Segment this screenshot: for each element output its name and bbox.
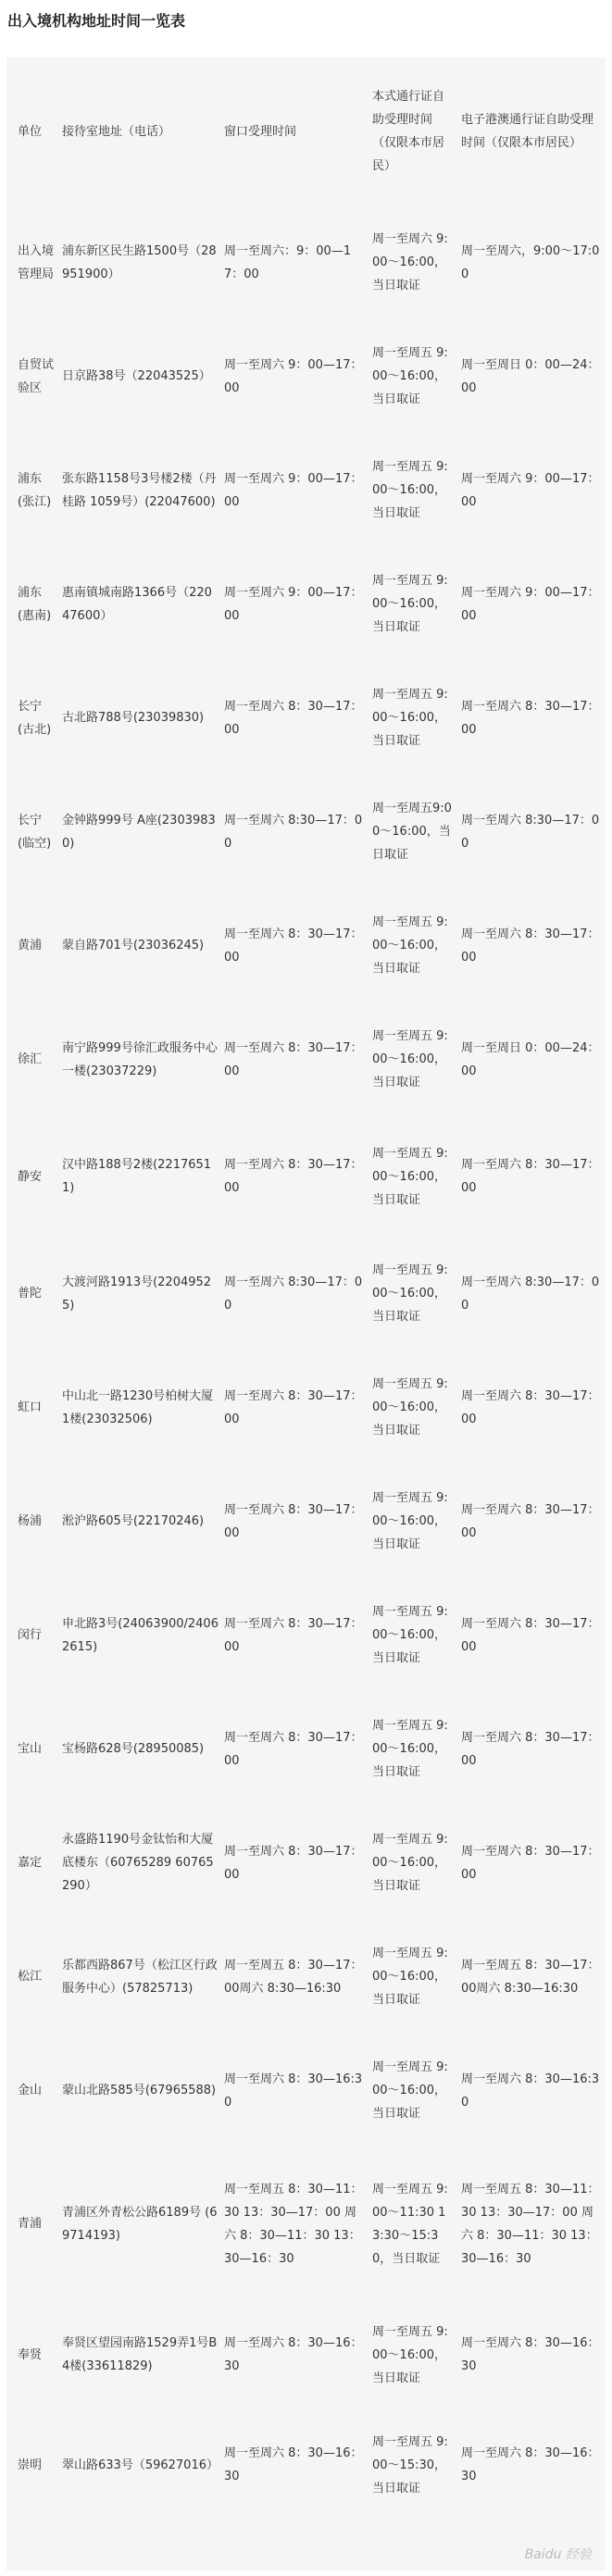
- cell-unit: 松江: [18, 1970, 43, 1984]
- cell-booklet-hours: 周一至周六 9:00～16:00，当日取证: [372, 232, 448, 292]
- cell-address: 南宁路999号徐汇政服务中心一楼(23037229): [62, 1040, 218, 1078]
- cell-unit: 青浦: [18, 2217, 43, 2231]
- header-unit: 单位: [18, 124, 43, 139]
- table-row: [18, 889, 606, 1002]
- cell-unit: 虹口: [18, 1400, 43, 1414]
- table-row: [18, 1806, 606, 1920]
- cell-booklet-hours: 周一至周五 9:00～16:00，当日取证: [372, 1029, 448, 1089]
- cell-window-hours: 周一至周六 9：00—17：00: [224, 585, 363, 623]
- cell-window-hours: 周一至周六 8:30—17：00: [224, 1275, 363, 1313]
- cell-electronic-hours: 周一至周六 8：30—16：30: [461, 2336, 600, 2373]
- cell-address: 宝杨路628号(28950085): [62, 1742, 205, 1756]
- cell-unit: 浦东(张江): [18, 471, 52, 509]
- cell-booklet-hours: 周一至周五 9:00～16:00，当日取证: [372, 1719, 448, 1779]
- cell-unit: 浦东(惠南): [18, 585, 52, 623]
- cell-electronic-hours: 周一至周六 8：30—17：00: [461, 1158, 600, 1195]
- cell-address: 汉中路188号2楼(22176511): [62, 1158, 212, 1195]
- cell-window-hours: 周一至周六 8：30—16：30: [224, 2446, 363, 2483]
- cell-unit: 出入境管理局: [18, 243, 55, 281]
- cell-address: 青浦区外青松公路6189号 (69714193): [62, 2205, 218, 2243]
- cell-address: 淞沪路605号(22170246): [62, 1514, 205, 1528]
- cell-window-hours: 周一至周六 8：30—16：30: [224, 2336, 363, 2373]
- cell-electronic-hours: 周一至周六 9：00—17：00: [461, 585, 600, 623]
- table-row: [18, 1350, 606, 1464]
- cell-booklet-hours: 周一至周五 9:00～16:00，当日取证: [372, 1263, 448, 1324]
- table-row: [18, 1002, 606, 1116]
- cell-unit: 宝山: [18, 1742, 43, 1756]
- cell-electronic-hours: 周一至周六 8：30—17：00: [461, 1730, 600, 1768]
- cell-window-hours: 周一至周五 8：30—17：00周六 8:30—16:30: [224, 1958, 363, 1996]
- cell-address: 日京路38号（22043525）: [62, 369, 211, 383]
- cell-electronic-hours: 周一至周日 0：00—24：00: [461, 357, 600, 395]
- cell-electronic-hours: 周一至周六 8:30—17：00: [461, 813, 600, 851]
- header-booklet-self-service: 本式通行证自助受理时间（仅限本市居民）: [372, 90, 445, 173]
- cell-window-hours: 周一至周六 8：30—17：00: [224, 1388, 363, 1426]
- cell-address: 金钟路999号 A座(23039830): [62, 813, 216, 851]
- cell-unit: 金山: [18, 2084, 43, 2097]
- baidu-watermark: Baidu 经验: [524, 2547, 592, 2562]
- cell-address: 蒙山北路585号(67965588): [62, 2084, 217, 2097]
- cell-window-hours: 周一至周六 8：30—17：00: [224, 1040, 363, 1078]
- cell-booklet-hours: 周一至周五 9:00～16:00，当日取证: [372, 2324, 448, 2385]
- cell-electronic-hours: 周一至周六 9：00—17：00: [461, 471, 600, 509]
- cell-electronic-hours: 周一至周五 8：30—11：30 13：30—17：00 周六 8：30—11：30 13：30—16：30: [461, 2182, 600, 2266]
- cell-booklet-hours: 周一至周五 9:00～16:00，当日取证: [372, 460, 448, 520]
- page-title: 出入境机构地址时间一览表: [7, 12, 186, 30]
- header-electronic-self-service: 电子港澳通行证自助受理时间（仅限本市居民）: [461, 113, 594, 150]
- cell-unit: 崇明: [18, 2458, 43, 2472]
- cell-electronic-hours: 周一至周六 8：30—17：00: [461, 1502, 600, 1540]
- cell-window-hours: 周一至周六 8：30—17：00: [224, 927, 363, 964]
- cell-booklet-hours: 周一至周五 9:00～16:00，当日取证: [372, 2060, 448, 2121]
- header-address: 接待室地址（电话）: [62, 124, 171, 139]
- cell-unit: 静安: [18, 1169, 43, 1184]
- cell-electronic-hours: 周一至周六，9:00～17:00: [461, 243, 600, 281]
- cell-address: 古北路788号(23039830): [62, 711, 205, 725]
- cell-booklet-hours: 周一至周五 9:00～16:00，当日取证: [372, 574, 448, 634]
- cell-unit: 长宁(古北): [18, 699, 52, 737]
- cell-window-hours: 周一至周六 8：30—17：00: [224, 1730, 363, 1768]
- table-row: [18, 2409, 606, 2520]
- table-row: [18, 2147, 606, 2300]
- cell-unit: 杨浦: [18, 1514, 43, 1528]
- cell-address: 翠山路633号（59627016）: [62, 2458, 219, 2472]
- table-row: [18, 661, 606, 775]
- table-panel: [6, 57, 606, 2570]
- cell-window-hours: 周一至周六：9：00—17：00: [224, 243, 352, 281]
- cell-electronic-hours: 周一至周六 8：30—17：00: [461, 927, 600, 964]
- table-row: [18, 2034, 606, 2147]
- cell-booklet-hours: 周一至周五 9:00～16:00，当日取证: [372, 1833, 448, 1893]
- header-row: [18, 57, 606, 205]
- cell-electronic-hours: 周一至周六 8:30—17：00: [461, 1275, 600, 1313]
- office-table: [18, 57, 606, 2520]
- cell-booklet-hours: 周一至周五 9:00～16:00，当日取证: [372, 1605, 448, 1665]
- cell-electronic-hours: 周一至周日 0：00—24：00: [461, 1040, 600, 1078]
- cell-address: 浦东新区民生路1500号（28951900）: [62, 243, 217, 281]
- cell-window-hours: 周一至周六 8：30—17：00: [224, 699, 363, 737]
- cell-address: 奉贤区望园南路1529弄1号B4楼(33611829): [62, 2336, 218, 2373]
- cell-window-hours: 周一至周六 9：00—17：00: [224, 357, 363, 395]
- cell-electronic-hours: 周一至周六 8：30—16:30: [461, 2072, 600, 2109]
- cell-booklet-hours: 周一至周五 9:00～16:00，当日取证: [372, 1947, 448, 2007]
- cell-address: 张东路1158号3号楼2楼（丹桂路 1059号）(22047600): [62, 471, 217, 509]
- cell-window-hours: 周一至周六 8：30—17：00: [224, 1844, 363, 1882]
- cell-unit: 普陀: [18, 1287, 43, 1300]
- cell-booklet-hours: 周一至周五 9:00～16:00，当日取证: [372, 1491, 448, 1551]
- cell-electronic-hours: 周一至周六 8：30—17：00: [461, 1844, 600, 1882]
- cell-address: 蒙自路701号(23036245): [62, 939, 205, 952]
- cell-address: 大渡河路1913号(22049525): [62, 1275, 212, 1313]
- cell-window-hours: 周一至周六 8：30—17：00: [224, 1158, 363, 1195]
- table-row: [18, 775, 606, 889]
- table-row: [18, 547, 606, 661]
- cell-booklet-hours: 周一至周五 9:00～16:00，当日取证: [372, 688, 448, 748]
- cell-electronic-hours: 周一至周五 8：30—17：00周六 8:30—16:30: [461, 1958, 600, 1996]
- cell-unit: 长宁(临空): [18, 813, 52, 851]
- table-row: [18, 1578, 606, 1692]
- cell-window-hours: 周一至周六 8：30—16:30: [224, 2072, 363, 2109]
- cell-electronic-hours: 周一至周六 8：30—17：00: [461, 1616, 600, 1654]
- table-row: [18, 1464, 606, 1578]
- cell-unit: 自贸试验区: [18, 357, 55, 395]
- table-header: [18, 57, 606, 205]
- cell-unit: 闵行: [18, 1628, 43, 1642]
- cell-window-hours: 周一至周六 8：30—17：00: [224, 1502, 363, 1540]
- cell-booklet-hours: 周一至周五 9:00～16:00，当日取证: [372, 1146, 448, 1207]
- cell-unit: 徐汇: [18, 1052, 43, 1066]
- cell-address: 乐都西路867号（松江区行政服务中心）(57825713): [62, 1958, 218, 1996]
- cell-booklet-hours: 周一至周五 9:00～16:00，当日取证: [372, 346, 448, 406]
- cell-address: 永盛路1190号金钛怡和大厦底楼东（60765289 60765290）: [62, 1833, 214, 1893]
- cell-window-hours: 周一至周六 9：00—17：00: [224, 471, 363, 509]
- cell-booklet-hours: 周一至周五9:00～16:00，当日取证: [372, 802, 452, 862]
- table-row: [18, 433, 606, 547]
- cell-window-hours: 周一至周六 8:30—17：00: [224, 813, 363, 851]
- cell-electronic-hours: 周一至周六 8：30—16：30: [461, 2446, 600, 2483]
- cell-booklet-hours: 周一至周五 9:00～16:00，当日取证: [372, 915, 448, 976]
- cell-window-hours: 周一至周六 8：30—17：00: [224, 1616, 363, 1654]
- cell-unit: 黄浦: [18, 939, 43, 952]
- cell-booklet-hours: 周一至周五 9:00～11:30 13:30～15:30，当日取证: [372, 2182, 448, 2266]
- cell-unit: 嘉定: [18, 1856, 43, 1870]
- table-row: [18, 1920, 606, 2034]
- table-body: [18, 205, 606, 2520]
- cell-booklet-hours: 周一至周五 9:00～16:00，当日取证: [372, 1377, 448, 1437]
- cell-address: 申北路3号(24063900/24062615): [62, 1616, 219, 1654]
- cell-booklet-hours: 周一至周五 9:00～15:30，当日取证: [372, 2434, 448, 2495]
- table-row: [18, 1237, 606, 1350]
- table-row: [18, 319, 606, 433]
- cell-address: 中山北一路1230号柏树大厦1楼(23032506): [62, 1388, 214, 1426]
- table-row: [18, 1116, 606, 1237]
- cell-unit: 奉贤: [18, 2347, 43, 2362]
- table-row: [18, 205, 606, 319]
- cell-address: 惠南镇城南路1366号（22047600）: [62, 585, 212, 623]
- cell-electronic-hours: 周一至周六 8：30—17：00: [461, 1388, 600, 1426]
- table-row: [18, 1692, 606, 1806]
- header-window-hours: 窗口受理时间: [224, 124, 297, 139]
- table-row: [18, 2300, 606, 2409]
- cell-electronic-hours: 周一至周六 8：30—17：00: [461, 699, 600, 737]
- cell-window-hours: 周一至周五 8：30—11：30 13：30—17：00 周六 8：30—11：30 13：30—16：30: [224, 2182, 363, 2266]
